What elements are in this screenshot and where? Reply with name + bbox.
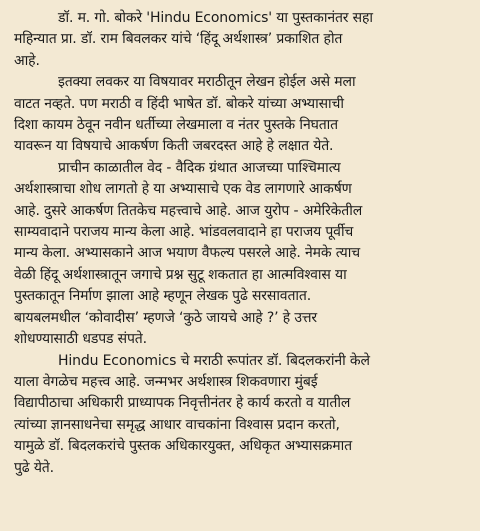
text-line: महिन्यात प्रा. डॉ. राम बिवलकर यांचे ‘हिंदू अर्थशास्त्र’ प्रकाशित होत [14, 31, 343, 48]
text-line: पुस्तकातून निर्माण झाला आहे म्हणून लेखक पुढे सरसावतात. [14, 288, 312, 305]
text-line: इतक्या लवकर या विषयावर मराठीतून लेखन होईल असे मला [58, 74, 356, 91]
text-line: डॉ. म. गो. बोकरे 'Hindu Economics' या पुस्तकानंतर सहा [58, 10, 373, 26]
text-line: आहे. दुसरे आकर्षण तितकेच महत्त्वाचे आहे. आज युरोप - अमेरिकेतील [14, 202, 363, 219]
text-line: दिशा कायम ठेवून नवीन धर्तीच्या लेखमाला व नंतर पुस्तके निघतात [14, 117, 338, 134]
text-line: प्राचीन काळातील वेद - वैदिक ग्रंथात आजच्या पाश्चिमात्य [58, 159, 341, 176]
text-line: अर्थशास्त्राचा शोध लागतो हे या अभ्यासाचे एक वेड लागणारे आकर्षण [14, 181, 352, 198]
paragraph-4 [14, 351, 466, 479]
paragraph-1 [14, 8, 466, 72]
text-line: यामुळे डॉ. बिदलकरांचे पुस्तक अधिकारयुक्त, अधिकृत अभ्यासक्रमात [14, 438, 352, 455]
paragraph-2 [14, 72, 466, 158]
text-line: आहे. [14, 52, 40, 69]
text-line: मान्य केला. अभ्यासकाने आज भयाण वैफल्य पसरले आहे. नेमके त्याच [14, 245, 360, 262]
text-line: याला वेगळेच महत्त्व आहे. जन्मभर अर्थशास्त्र शिकवणारा मुंबई [14, 373, 318, 390]
text-line: बायबलमधील ‘कोवादीस’ म्हणजे ‘कुठे जायचे आहे ?’ हे उत्तर [14, 309, 317, 326]
text-line: विद्यापीठाचा अधिकारी प्राध्यापक निवृत्तीनंतर हे कार्य करतो व यातील [14, 395, 351, 412]
text-line: यावरून या विषयाचे आकर्षण किती जबरदस्त आहे हे लक्षात येते. [14, 138, 334, 155]
text-line: वेळी हिंदू अर्थशास्त्रातून जगाचे प्रश्न सुटू शकतात हा आत्मविश्वास या [14, 266, 347, 283]
text-line: त्यांच्या ज्ञानसाधनेचा समृद्ध आधार वाचकांना विश्वास प्रदान करतो, [14, 416, 340, 433]
text-line: Hindu Economics चे मराठी रूपांतर डॉ. बिदलकरांनी केले [58, 352, 370, 369]
text-line: शोधण्यासाठी धडपड संपते. [14, 331, 147, 348]
paragraph-3 [14, 158, 466, 351]
text-line: पुढे येते. [14, 459, 54, 476]
text-line: वाटत नव्हते. पण मराठी व हिंदी भाषेत डॉ. बोकरे यांच्या अभ्यासाची [14, 95, 344, 112]
text-line: साम्यवादाने पराजय मान्य केला आहे. भांडवलवादाने हा पराजय पूर्वीच [14, 224, 354, 241]
